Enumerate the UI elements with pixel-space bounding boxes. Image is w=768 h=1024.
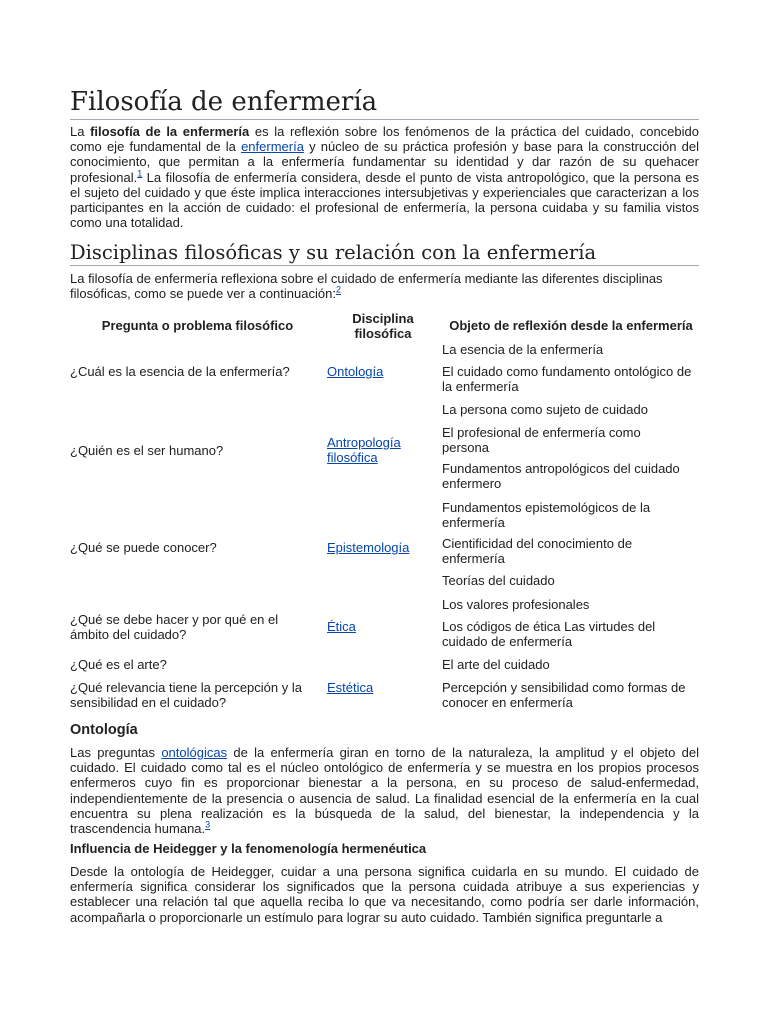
estetica-link[interactable]: Estética <box>327 680 374 695</box>
table-row-4-question: ¿Qué se debe hacer y por qué en el ámbito del cuidado? <box>70 612 279 642</box>
disciplinas-text: La filosofía de enfermería reflexiona sobre el cuidado de enfermería mediante las diferentes disciplinas filosóficas, como se puede ver a continuación: <box>70 271 663 302</box>
enfermeria-link[interactable]: enfermería <box>241 139 304 155</box>
epistemologia-link[interactable]: Epistemología <box>327 540 410 555</box>
table-row-3-question: ¿Qué se puede conocer? <box>70 540 217 555</box>
table-row-2-object-3: Fundamentos antropológicos del cuidado enfermero <box>442 461 680 491</box>
reference-2-link[interactable]: 2 <box>335 284 341 295</box>
reference-1-link[interactable]: 1 <box>137 168 143 179</box>
table-row-3-object-2: Cientificidad del conocimiento de enfermería <box>442 536 633 566</box>
table-row-4-object-2: Los códigos de ética Las virtudes del cuidado de enfermería <box>442 619 656 649</box>
table-row-6-object-1: Percepción y sensibilidad como formas de conocer en enfermería <box>442 680 686 710</box>
intro-text-2: es la reflexión sobre los fenómenos de la práctica del cuidado, concebido como eje fundamental de la <box>70 124 699 155</box>
ontologia-text-2: de la enfermería giran en torno de la naturaleza, la amplitud y el objeto del cuidado. El cuidado como tal es el núcleo ontológico de enfermería y se muestra en los propios procesos enfermeros cuyo fin es proporcionar bienestar a la persona, en su proceso de salud-enfermedad, independientemente de la presencia o ausencia de salud. La finalidad esencial de la enfermería en la cual encuentra su plena realización es la búsqueda de la salud, del bienestar, la independencia y la trascendencia humana. <box>70 745 699 837</box>
table-row-6-question: ¿Qué relevancia tiene la percepción y la sensibilidad en el cuidado? <box>70 680 302 710</box>
ontologicas-link[interactable]: ontológicas <box>161 745 228 760</box>
table-header-object: Objeto de reflexión desde la enfermería <box>449 318 693 333</box>
ontologia-link[interactable]: Ontología <box>327 364 384 379</box>
table-row-5-question: ¿Qué es el arte? <box>70 657 167 672</box>
reference-3-link[interactable]: 3 <box>205 819 211 830</box>
table-row-1-object-1: La esencia de la enfermería <box>442 342 604 357</box>
antropologia-link[interactable]: Antropología filosófica <box>327 435 401 465</box>
intro-text-1: La <box>70 124 91 139</box>
section-heading-heidegger: Influencia de Heidegger y la fenomenología hermenéutica <box>70 841 427 856</box>
intro-paragraph <box>70 124 699 230</box>
table-row-3-object-1: Fundamentos epistemológicos de la enfermería <box>442 500 651 530</box>
table-row-1-object-2: El cuidado como fundamento ontológico de la enfermería <box>442 364 692 394</box>
disciplinas-paragraph <box>70 271 699 301</box>
etica-link[interactable]: Ética <box>327 619 356 634</box>
ontologia-paragraph <box>70 745 699 836</box>
table-row-3-object-3: Teorías del cuidado <box>442 573 555 588</box>
table-row-2-object-1: La persona como sujeto de cuidado <box>442 402 648 417</box>
table-header-question: Pregunta o problema filosófico <box>101 318 294 333</box>
table-row-4-object-1: Los valores profesionales <box>442 597 590 612</box>
intro-text-3: y núcleo de su práctica profesión y base para la construcción del conocimiento, que permitan a la enfermería fundamentar su identidad y dar razón de su quehacer profesional. <box>70 139 699 185</box>
page-title: Filosofía de enfermería <box>70 86 699 120</box>
table-row-2-question: ¿Quién es el ser humano? <box>70 443 224 458</box>
table-row-1-question: ¿Cuál es la esencia de la enfermería? <box>70 364 290 379</box>
table-row-2-object-2: El profesional de enfermería como persona <box>442 425 641 455</box>
intro-text-4: La filosofía de enfermería considera, desde el punto de vista antropológico, que la persona es el sujeto del cuidado y que éste implica interacciones intersubjetivas y experienciales que caracterizan a los participantes en la acción de cuidado: el profesional de enfermería, la persona cuidaba y su familia vistos como una totalidad. <box>70 169 699 231</box>
ontologia-text-1: Las preguntas <box>70 745 162 760</box>
heidegger-paragraph: Desde la ontología de Heidegger, cuidar a una persona significa cuidarla en su mundo. El cuidado de enfermería significa considerar los significados que la persona cuidada atribuye a sus experiencias y establecer una relación tal que aquella reciba lo que va necesitando, como podría ser darle información, acompañarla o proporcionarle un estímulo para lograr su auto cuidado. También significa preguntarle a <box>70 864 699 925</box>
section-heading-ontologia: Ontología <box>70 722 138 738</box>
table-row-5-object-1: El arte del cuidado <box>442 657 550 672</box>
table-header-discipline: Disciplina filosófica <box>352 311 414 341</box>
intro-bold-term: filosofía de la enfermería <box>90 124 250 139</box>
section-heading-disciplinas: Disciplinas filosóficas y su relación con la enfermería <box>70 241 699 266</box>
